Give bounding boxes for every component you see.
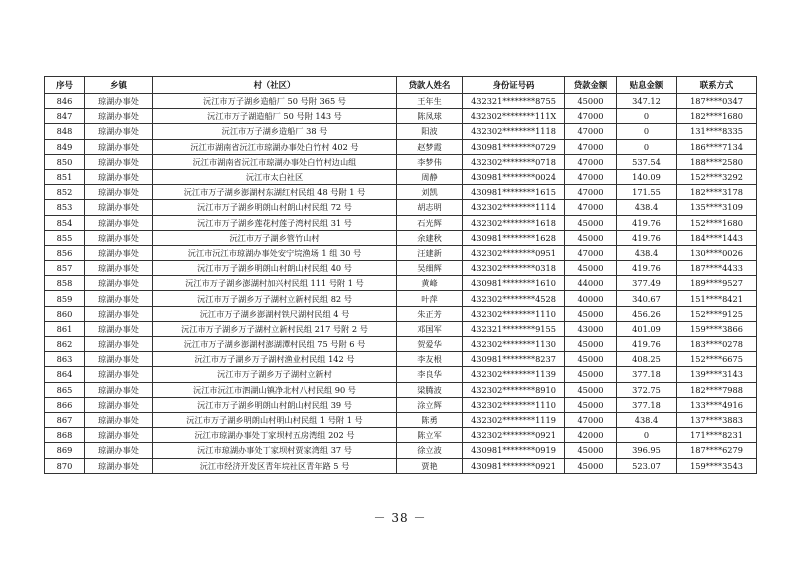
subsidy-amount-cell: 419.76 <box>617 230 677 245</box>
contact-cell: 187****6279 <box>677 443 757 458</box>
id-number-cell: 430981********8237 <box>463 352 565 367</box>
loan-amount-header: 贷款金额 <box>565 77 617 94</box>
loan-amount-cell: 44000 <box>565 276 617 291</box>
seq-cell: 863 <box>45 352 85 367</box>
loan-amount-cell: 47000 <box>565 139 617 154</box>
subsidy-amount-header: 贴息金额 <box>617 77 677 94</box>
contact-cell: 133****4916 <box>677 397 757 412</box>
loan-amount-cell: 45000 <box>565 306 617 321</box>
village-cell: 沅江市琼湖办事处丁家坝村五房湾组 202 号 <box>153 428 397 443</box>
contact-cell: 130****0026 <box>677 245 757 260</box>
subsidy-amount-cell: 523.07 <box>617 458 677 473</box>
contact-cell: 159****3543 <box>677 458 757 473</box>
loan-amount-cell: 45000 <box>565 458 617 473</box>
table-row <box>45 306 757 321</box>
loan-amount-cell: 43000 <box>565 321 617 336</box>
loan-amount-cell: 45000 <box>565 94 617 109</box>
contact-header: 联系方式 <box>677 77 757 94</box>
loan-amount-cell: 45000 <box>565 443 617 458</box>
township-cell: 琼湖办事处 <box>85 367 153 382</box>
table-row <box>45 397 757 412</box>
township-cell: 琼湖办事处 <box>85 245 153 260</box>
township-cell: 琼湖办事处 <box>85 321 153 336</box>
subsidy-amount-cell: 438.4 <box>617 412 677 427</box>
subsidy-amount-cell: 401.09 <box>617 321 677 336</box>
table-row <box>45 124 757 139</box>
loan-amount-cell: 47000 <box>565 245 617 260</box>
borrower-cell: 李良华 <box>397 367 463 382</box>
loan-amount-cell: 45000 <box>565 397 617 412</box>
page-number: － 38 － <box>373 511 427 525</box>
contact-cell: 152****9125 <box>677 306 757 321</box>
village-cell: 沅江市经济开发区青年垸社区青年路 5 号 <box>153 458 397 473</box>
village-header: 村（社区） <box>153 77 397 94</box>
seq-cell: 862 <box>45 337 85 352</box>
id-number-cell: 432302********4528 <box>463 291 565 306</box>
borrower-cell: 朱正芳 <box>397 306 463 321</box>
village-cell: 沅江市万子湖乡澎湖村铁尺湖村民组 4 号 <box>153 306 397 321</box>
subsidy-amount-cell: 0 <box>617 109 677 124</box>
township-cell: 琼湖办事处 <box>85 215 153 230</box>
subsidy-amount-cell: 438.4 <box>617 200 677 215</box>
township-cell: 琼湖办事处 <box>85 458 153 473</box>
id-number-cell: 432302********0718 <box>463 154 565 169</box>
loan-amount-cell: 47000 <box>565 124 617 139</box>
loan-amount-cell: 42000 <box>565 428 617 443</box>
table-row <box>45 337 757 352</box>
borrower-cell: 叶萍 <box>397 291 463 306</box>
id-number-cell: 432302********1110 <box>463 306 565 321</box>
village-cell: 沅江市万子湖乡造船厂 50 号附 365 号 <box>153 94 397 109</box>
borrower-cell: 贾艳 <box>397 458 463 473</box>
seq-cell: 857 <box>45 261 85 276</box>
id-number-cell: 430981********1628 <box>463 230 565 245</box>
table-row <box>45 200 757 215</box>
table-row <box>45 261 757 276</box>
borrower-cell: 汪建新 <box>397 245 463 260</box>
loan-amount-cell: 45000 <box>565 215 617 230</box>
table-row <box>45 139 757 154</box>
contact-cell: 187****0347 <box>677 94 757 109</box>
loan-amount-cell: 47000 <box>565 185 617 200</box>
id-number-cell: 430981********0921 <box>463 458 565 473</box>
table-row <box>45 352 757 367</box>
borrower-cell: 陈凤球 <box>397 109 463 124</box>
township-cell: 琼湖办事处 <box>85 276 153 291</box>
seq-cell: 853 <box>45 200 85 215</box>
contact-cell: 183****0278 <box>677 337 757 352</box>
township-header: 乡镇 <box>85 77 153 94</box>
village-cell: 沅江市万子湖乡明朗山村明山村民组 1 号附 1 号 <box>153 412 397 427</box>
subsidy-amount-cell: 377.18 <box>617 367 677 382</box>
seq-cell: 856 <box>45 245 85 260</box>
table-row <box>45 367 757 382</box>
loan-amount-cell: 47000 <box>565 154 617 169</box>
village-cell: 沅江市万子湖乡明朗山村朗山村民组 39 号 <box>153 397 397 412</box>
id-number-cell: 432302********0921 <box>463 428 565 443</box>
id-number-cell: 432302********111X <box>463 109 565 124</box>
table-row <box>45 94 757 109</box>
borrower-cell: 梁腾波 <box>397 382 463 397</box>
subsidy-amount-cell: 537.54 <box>617 154 677 169</box>
township-cell: 琼湖办事处 <box>85 382 153 397</box>
subsidy-amount-cell: 171.55 <box>617 185 677 200</box>
borrower-cell: 胡志明 <box>397 200 463 215</box>
id-number-cell: 430981********0024 <box>463 169 565 184</box>
seq-cell: 869 <box>45 443 85 458</box>
id-number-cell: 432302********1110 <box>463 397 565 412</box>
id-number-cell: 432302********0951 <box>463 245 565 260</box>
village-cell: 沅江市万子湖乡管竹山村 <box>153 230 397 245</box>
id-number-cell: 430981********1615 <box>463 185 565 200</box>
loan-amount-cell: 45000 <box>565 230 617 245</box>
subsidy-amount-cell: 377.18 <box>617 397 677 412</box>
id-number-cell: 432302********1139 <box>463 367 565 382</box>
contact-cell: 135****3109 <box>677 200 757 215</box>
township-cell: 琼湖办事处 <box>85 94 153 109</box>
loan-amount-cell: 45000 <box>565 367 617 382</box>
township-cell: 琼湖办事处 <box>85 337 153 352</box>
borrower-cell: 陈勇 <box>397 412 463 427</box>
borrower-cell: 赵梦霞 <box>397 139 463 154</box>
id-number-cell: 432302********1618 <box>463 215 565 230</box>
village-cell: 沅江市万子湖乡莲花村莲子湾村民组 31 号 <box>153 215 397 230</box>
seq-cell: 868 <box>45 428 85 443</box>
seq-cell: 866 <box>45 397 85 412</box>
table-row <box>45 291 757 306</box>
seq-cell: 865 <box>45 382 85 397</box>
id-number-cell: 432321********8755 <box>463 94 565 109</box>
loan-amount-cell: 40000 <box>565 291 617 306</box>
contact-cell: 171****8231 <box>677 428 757 443</box>
seq-cell: 860 <box>45 306 85 321</box>
table-row <box>45 412 757 427</box>
village-cell: 沅江市万子湖乡澎湖村加兴村民组 111 号附 1 号 <box>153 276 397 291</box>
seq-cell: 859 <box>45 291 85 306</box>
borrower-cell: 刘凯 <box>397 185 463 200</box>
seq-cell: 851 <box>45 169 85 184</box>
village-cell: 沅江市万子湖乡造船厂 38 号 <box>153 124 397 139</box>
village-cell: 沅江市万子湖乡澎湖村东湖红村民组 48 号附 1 号 <box>153 185 397 200</box>
village-cell: 沅江市万子湖乡明朗山村朗山村民组 72 号 <box>153 200 397 215</box>
village-cell: 沅江市万子湖乡万子湖村立新村民组 217 号附 2 号 <box>153 321 397 336</box>
borrower-cell: 石光辉 <box>397 215 463 230</box>
village-cell: 沅江市太白社区 <box>153 169 397 184</box>
table-row <box>45 321 757 336</box>
loan-amount-cell: 45000 <box>565 352 617 367</box>
borrower-cell: 李友根 <box>397 352 463 367</box>
village-cell: 沅江市万子湖乡万子湖村渔业村民组 142 号 <box>153 352 397 367</box>
contact-cell: 131****8335 <box>677 124 757 139</box>
township-cell: 琼湖办事处 <box>85 230 153 245</box>
subsidy-amount-cell: 340.67 <box>617 291 677 306</box>
contact-cell: 152****6675 <box>677 352 757 367</box>
contact-cell: 151****8421 <box>677 291 757 306</box>
table-row <box>45 245 757 260</box>
village-cell: 沅江市湖南省沅江市琼湖办事处白竹村边山组 <box>153 154 397 169</box>
table-body <box>45 94 757 474</box>
contact-cell: 139****3143 <box>677 367 757 382</box>
township-cell: 琼湖办事处 <box>85 261 153 276</box>
borrower-cell: 李梦伟 <box>397 154 463 169</box>
village-cell: 沅江市万子湖乡万子湖村立新村 <box>153 367 397 382</box>
table-row <box>45 230 757 245</box>
table-row <box>45 109 757 124</box>
contact-cell: 137****3883 <box>677 412 757 427</box>
contact-cell: 188****2580 <box>677 154 757 169</box>
township-cell: 琼湖办事处 <box>85 352 153 367</box>
subsidy-amount-cell: 372.75 <box>617 382 677 397</box>
subsidy-amount-cell: 456.26 <box>617 306 677 321</box>
village-cell: 沅江市万子湖乡万子湖村立新村民组 82 号 <box>153 291 397 306</box>
subsidy-amount-cell: 419.76 <box>617 337 677 352</box>
id-number-cell: 430981********0919 <box>463 443 565 458</box>
township-cell: 琼湖办事处 <box>85 291 153 306</box>
subsidy-amount-cell: 419.76 <box>617 215 677 230</box>
borrower-header: 贷款人姓名 <box>397 77 463 94</box>
township-cell: 琼湖办事处 <box>85 200 153 215</box>
contact-cell: 182****1680 <box>677 109 757 124</box>
borrower-cell: 吴细辉 <box>397 261 463 276</box>
seq-cell: 870 <box>45 458 85 473</box>
id-number-cell: 432302********1130 <box>463 337 565 352</box>
subsidy-amount-cell: 438.4 <box>617 245 677 260</box>
loan-amount-cell: 47000 <box>565 412 617 427</box>
table-row <box>45 428 757 443</box>
borrower-cell: 余建秋 <box>397 230 463 245</box>
township-cell: 琼湖办事处 <box>85 428 153 443</box>
id-number-cell: 430981********0729 <box>463 139 565 154</box>
village-cell: 沅江市万子湖造船厂 50 号附 143 号 <box>153 109 397 124</box>
seq-cell: 858 <box>45 276 85 291</box>
loan-amount-cell: 45000 <box>565 382 617 397</box>
borrower-cell: 徐立波 <box>397 443 463 458</box>
id-number-cell: 432321********9155 <box>463 321 565 336</box>
township-cell: 琼湖办事处 <box>85 443 153 458</box>
village-cell: 沅江市沅江市琼湖办事处安宁垸渔场 1 组 30 号 <box>153 245 397 260</box>
table-header-row <box>45 77 757 94</box>
village-cell: 沅江市万子湖乡澎湖村澎湖潭村民组 75 号附 6 号 <box>153 337 397 352</box>
table-row <box>45 443 757 458</box>
seq-cell: 864 <box>45 367 85 382</box>
borrower-cell: 涂立辉 <box>397 397 463 412</box>
subsidy-amount-cell: 0 <box>617 139 677 154</box>
id-number-cell: 432302********1118 <box>463 124 565 139</box>
id-number-cell: 430981********1610 <box>463 276 565 291</box>
seq-cell: 852 <box>45 185 85 200</box>
seq-cell: 861 <box>45 321 85 336</box>
subsidy-amount-cell: 347.12 <box>617 94 677 109</box>
loan-amount-cell: 47000 <box>565 200 617 215</box>
village-cell: 沅江市琼湖办事处丁家坝村贾家湾组 37 号 <box>153 443 397 458</box>
township-cell: 琼湖办事处 <box>85 185 153 200</box>
id-number-cell: 432302********0318 <box>463 261 565 276</box>
id-number-cell: 432302********1119 <box>463 412 565 427</box>
subsidy-amount-cell: 377.49 <box>617 276 677 291</box>
id-number-cell: 432302********8910 <box>463 382 565 397</box>
seq-cell: 855 <box>45 230 85 245</box>
subsidy-amount-cell: 419.76 <box>617 261 677 276</box>
subsidy-amount-cell: 408.25 <box>617 352 677 367</box>
township-cell: 琼湖办事处 <box>85 397 153 412</box>
contact-cell: 187****4433 <box>677 261 757 276</box>
township-cell: 琼湖办事处 <box>85 154 153 169</box>
township-cell: 琼湖办事处 <box>85 306 153 321</box>
township-cell: 琼湖办事处 <box>85 124 153 139</box>
table-row <box>45 215 757 230</box>
seq-cell: 848 <box>45 124 85 139</box>
table-row <box>45 185 757 200</box>
loan-amount-cell: 45000 <box>565 337 617 352</box>
subsidy-amount-cell: 140.09 <box>617 169 677 184</box>
seq-cell: 847 <box>45 109 85 124</box>
subsidy-amount-cell: 396.95 <box>617 443 677 458</box>
seq-header: 序号 <box>45 77 85 94</box>
table-row <box>45 169 757 184</box>
table-row <box>45 458 757 473</box>
township-cell: 琼湖办事处 <box>85 169 153 184</box>
loan-subsidy-table <box>44 76 757 474</box>
contact-cell: 186****7134 <box>677 139 757 154</box>
table-row <box>45 276 757 291</box>
borrower-cell: 贺爱华 <box>397 337 463 352</box>
contact-cell: 182****7988 <box>677 382 757 397</box>
village-cell: 沅江市沅江市泗湖山镇净北村八村民组 90 号 <box>153 382 397 397</box>
subsidy-amount-cell: 0 <box>617 428 677 443</box>
village-cell: 沅江市湖南省沅江市琼湖办事处白竹村 402 号 <box>153 139 397 154</box>
borrower-cell: 陈立军 <box>397 428 463 443</box>
loan-amount-cell: 47000 <box>565 109 617 124</box>
contact-cell: 152****1680 <box>677 215 757 230</box>
loan-amount-cell: 45000 <box>565 261 617 276</box>
subsidy-amount-cell: 0 <box>617 124 677 139</box>
seq-cell: 850 <box>45 154 85 169</box>
township-cell: 琼湖办事处 <box>85 412 153 427</box>
township-cell: 琼湖办事处 <box>85 109 153 124</box>
table-row <box>45 154 757 169</box>
seq-cell: 846 <box>45 94 85 109</box>
seq-cell: 867 <box>45 412 85 427</box>
contact-cell: 159****3866 <box>677 321 757 336</box>
borrower-cell: 王年生 <box>397 94 463 109</box>
borrower-cell: 黄峰 <box>397 276 463 291</box>
seq-cell: 849 <box>45 139 85 154</box>
borrower-cell: 邓国军 <box>397 321 463 336</box>
id-number-cell: 432302********1114 <box>463 200 565 215</box>
borrower-cell: 阳波 <box>397 124 463 139</box>
id-number-header: 身份证号码 <box>463 77 565 94</box>
township-cell: 琼湖办事处 <box>85 139 153 154</box>
borrower-cell: 周静 <box>397 169 463 184</box>
contact-cell: 152****3292 <box>677 169 757 184</box>
seq-cell: 854 <box>45 215 85 230</box>
contact-cell: 182****3178 <box>677 185 757 200</box>
village-cell: 沅江市万子湖乡明朗山村朗山村民组 40 号 <box>153 261 397 276</box>
loan-amount-cell: 47000 <box>565 169 617 184</box>
table-row <box>45 382 757 397</box>
contact-cell: 184****1443 <box>677 230 757 245</box>
contact-cell: 189****9527 <box>677 276 757 291</box>
